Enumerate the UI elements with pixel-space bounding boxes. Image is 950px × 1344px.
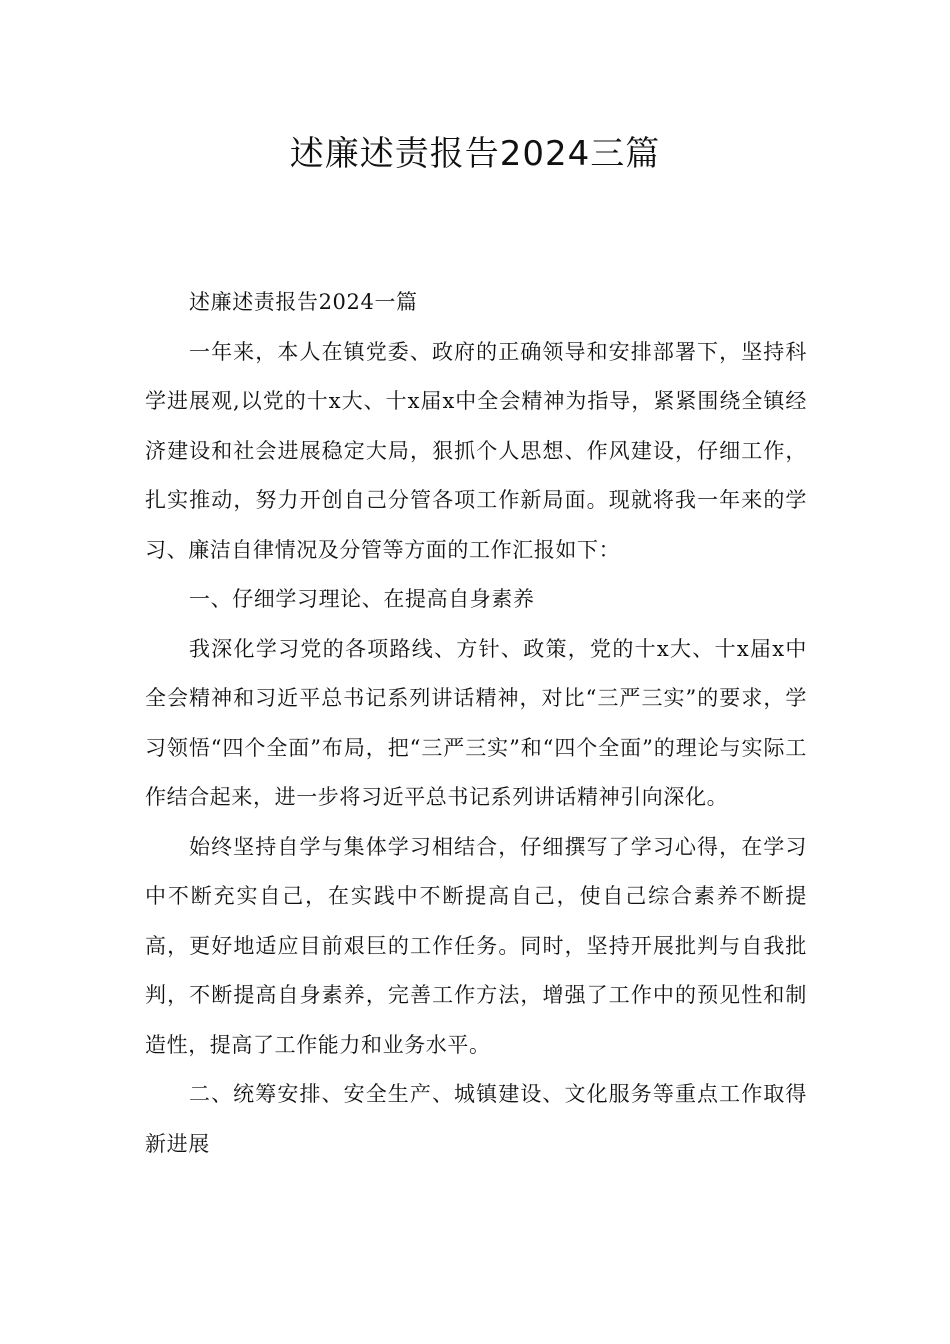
section-heading-study-theory: 一、仔细学习理论、在提高自身素养: [189, 587, 535, 611]
self-study-paragraph: 始终坚持自学与集体学习相结合，仔细撰写了学习心得，在学习中不断充实自己，在实践中不断提高自己，使自己综合素养不断提高，更好地适应目前艰巨的工作任务。同时，坚持开展批判与自我批判，不断提高自身素养，完善工作方法，增强了工作中的预见性和制造性，提高了工作能力和业务水平。: [145, 834, 807, 1057]
document-body: [145, 278, 807, 1169]
section-heading-part-one: 述廉述责报告2024一篇: [189, 290, 418, 314]
intro-paragraph: 一年来，本人在镇党委、政府的正确领导和安排部署下，坚持科学进展观,以党的十x大、十x届x中全会精神为指导，紧紧围绕全镇经济建设和社会进展稳定大局，狠抓个人思想、作风建设，仔细工作，扎实推动，努力开创自己分管各项工作新局面。现就将我一年来的学习、廉洁自律情况及分管等方面的工作汇报如下：: [145, 339, 807, 562]
document-title: 述廉述责报告2024三篇: [289, 134, 661, 174]
study-paragraph: 我深化学习党的各项路线、方针、政策，党的十x大、十x届x中全会精神和习近平总书记系列讲话精神，对比“三严三实”的要求，学习领悟“四个全面”布局，把“三严三实”和“四个全面”的理论与实际工作结合起来，进一步将习近平总书记系列讲话精神引向深化。: [145, 636, 807, 809]
section-heading-key-work: 二、统筹安排、安全生产、城镇建设、文化服务等重点工作取得新进展: [145, 1082, 807, 1156]
